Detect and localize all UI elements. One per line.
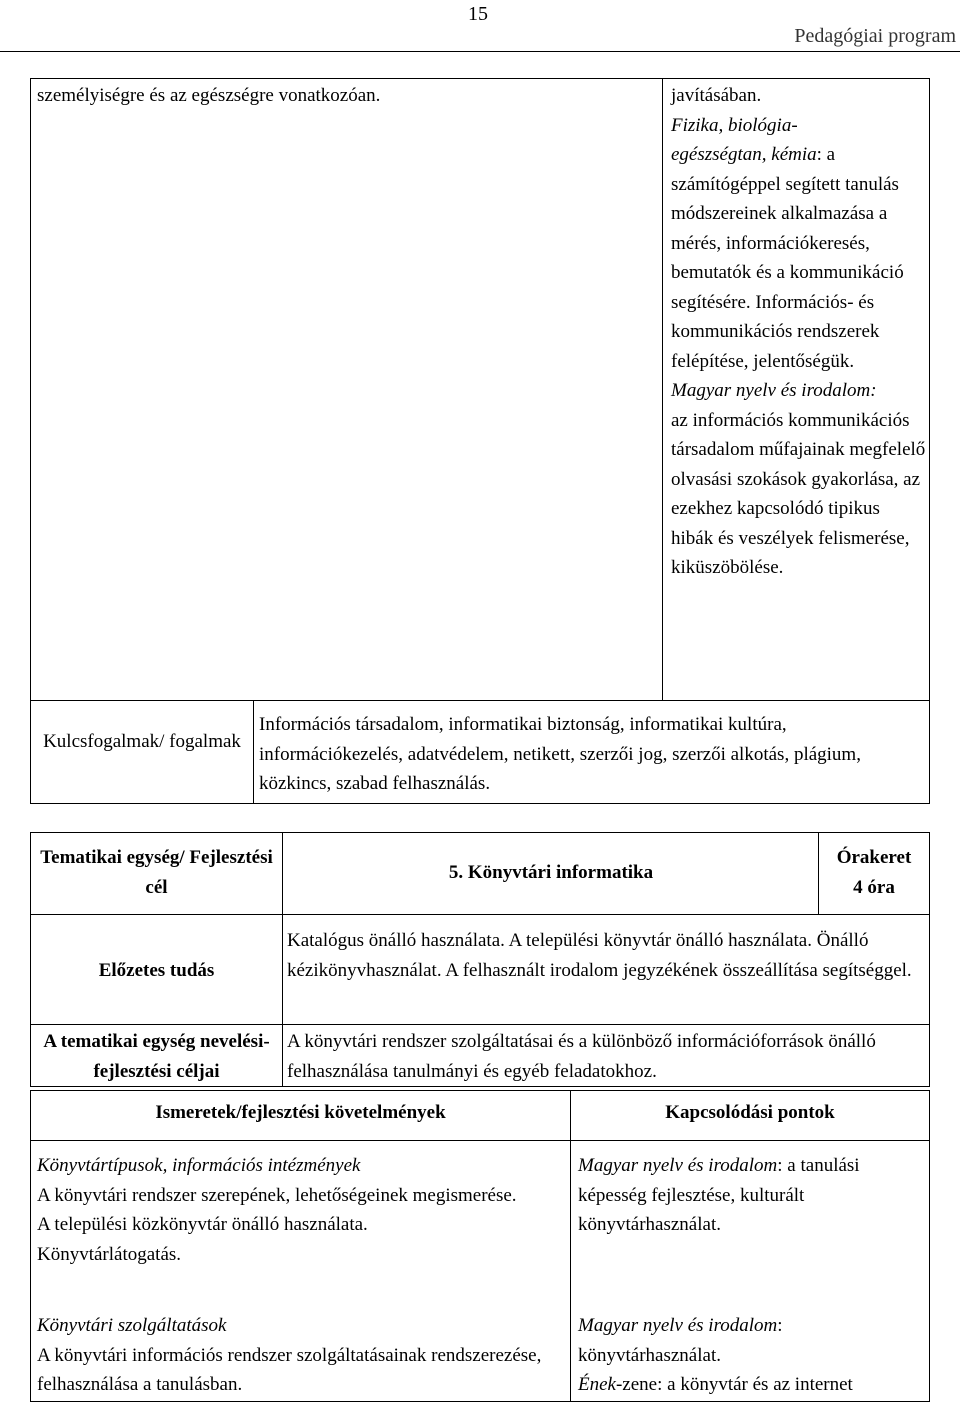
connection-text: : könyvtárhasználat.: [578, 1315, 783, 1366]
requirement-item: A könyvtári információs rendszer szolgáltatásainak rendszerezése, felhasználása a tanulásban.: [37, 1344, 542, 1395]
computer-learning-text: számítógéppel segített tanulás módszereinek alkalmazása a mérés, információkeresés, bemutatók és a kommunikáció segítésére. Információs- és kommunikációs rendszerek felépítése, jelentőségük.: [671, 173, 904, 372]
unit-goals-label: A tematikai egység nevelési-fejlesztési céljai: [43, 1031, 270, 1082]
connection-points-cell: [671, 81, 926, 583]
requirement-item: A könyvtári rendszer szerepének, lehetőségeinek megismerése.: [37, 1184, 517, 1206]
connection-block-1: [578, 1151, 923, 1240]
unit-goals-text: A könyvtári rendszer szolgáltatásai és a különböző információforrások önálló felhasználása tanulmányi és egyéb feladatokhoz.: [287, 1031, 876, 1082]
time-frame-value: 4 óra: [853, 877, 895, 898]
line-javitasaban: javításában.: [671, 85, 762, 106]
subject-hungarian: Magyar nyelv és irodalom: [578, 1155, 778, 1176]
key-concepts-text: Információs társadalom, informatikai biztonság, informatikai kultúra, információkezelés, adatvédelem, netikett, szerzői jog, szerzői alkotás, plágium, közkincs, szabad felhasználás.: [259, 714, 861, 794]
continued-text-left: személyiségre és az egészségre vonatkozóan.: [37, 85, 381, 106]
prior-knowledge-label: Előzetes tudás: [98, 960, 215, 981]
requirements-block-library-services: [37, 1311, 565, 1400]
connections-header: Kapcsolódási pontok: [665, 1102, 835, 1123]
time-frame-label: Órakeret: [836, 847, 912, 868]
page-number: 15: [468, 3, 488, 25]
section-title-library-services: Könyvtári szolgáltatások: [37, 1315, 227, 1336]
subject-physics-biology: Fizika, biológia-: [671, 114, 798, 136]
subject-suffix: : a: [816, 144, 836, 165]
requirement-item: Könyvtárlátogatás.: [37, 1243, 182, 1265]
subject-health-chemistry: egészségtan, kémia: [671, 144, 817, 165]
header-rule: [0, 51, 960, 52]
requirement-item: A települési közkönyvtár önálló használata.: [37, 1214, 368, 1235]
prior-knowledge-text: Katalógus önálló használata. A települési könyvtár önálló használata. Önálló kézikönyvhasználat. A felhasznált irodalom jegyzékének összeállítása segítséggel.: [287, 930, 912, 981]
document-title: Pedagógiai program: [794, 25, 956, 47]
connection-text: : a tanulási képesség fejlesztése, kulturált könyvtárhasználat.: [578, 1155, 860, 1235]
section-title-library-types: Könyvtártípusok, információs intézmények: [37, 1155, 361, 1176]
connection-text: -zene: a könyvtár és az internet: [615, 1374, 853, 1395]
subject-hungarian: Magyar nyelv és irodalom: [578, 1315, 778, 1336]
subject-music: Ének: [578, 1374, 616, 1395]
key-concepts-label: Kulcsfogalmak/ fogalmak: [43, 731, 241, 752]
unit-title: 5. Könyvtári informatika: [448, 862, 654, 883]
thematic-unit-label: Tematikai egység/ Fejlesztési cél: [40, 847, 273, 898]
connection-block-2: [578, 1311, 923, 1400]
requirements-block-library-types: [37, 1151, 565, 1269]
hungarian-connection-text: az információs kommunikációs társadalom műfajainak megfelelő olvasási szokások gyakorlása, az ezekhez kapcsolódó tipikus hibák és veszélyek felismerése, kiküszöbölése.: [671, 409, 926, 578]
subject-hungarian: Magyar nyelv és irodalom:: [671, 380, 877, 401]
requirements-header: Ismeretek/fejlesztési követelmények: [155, 1102, 446, 1123]
